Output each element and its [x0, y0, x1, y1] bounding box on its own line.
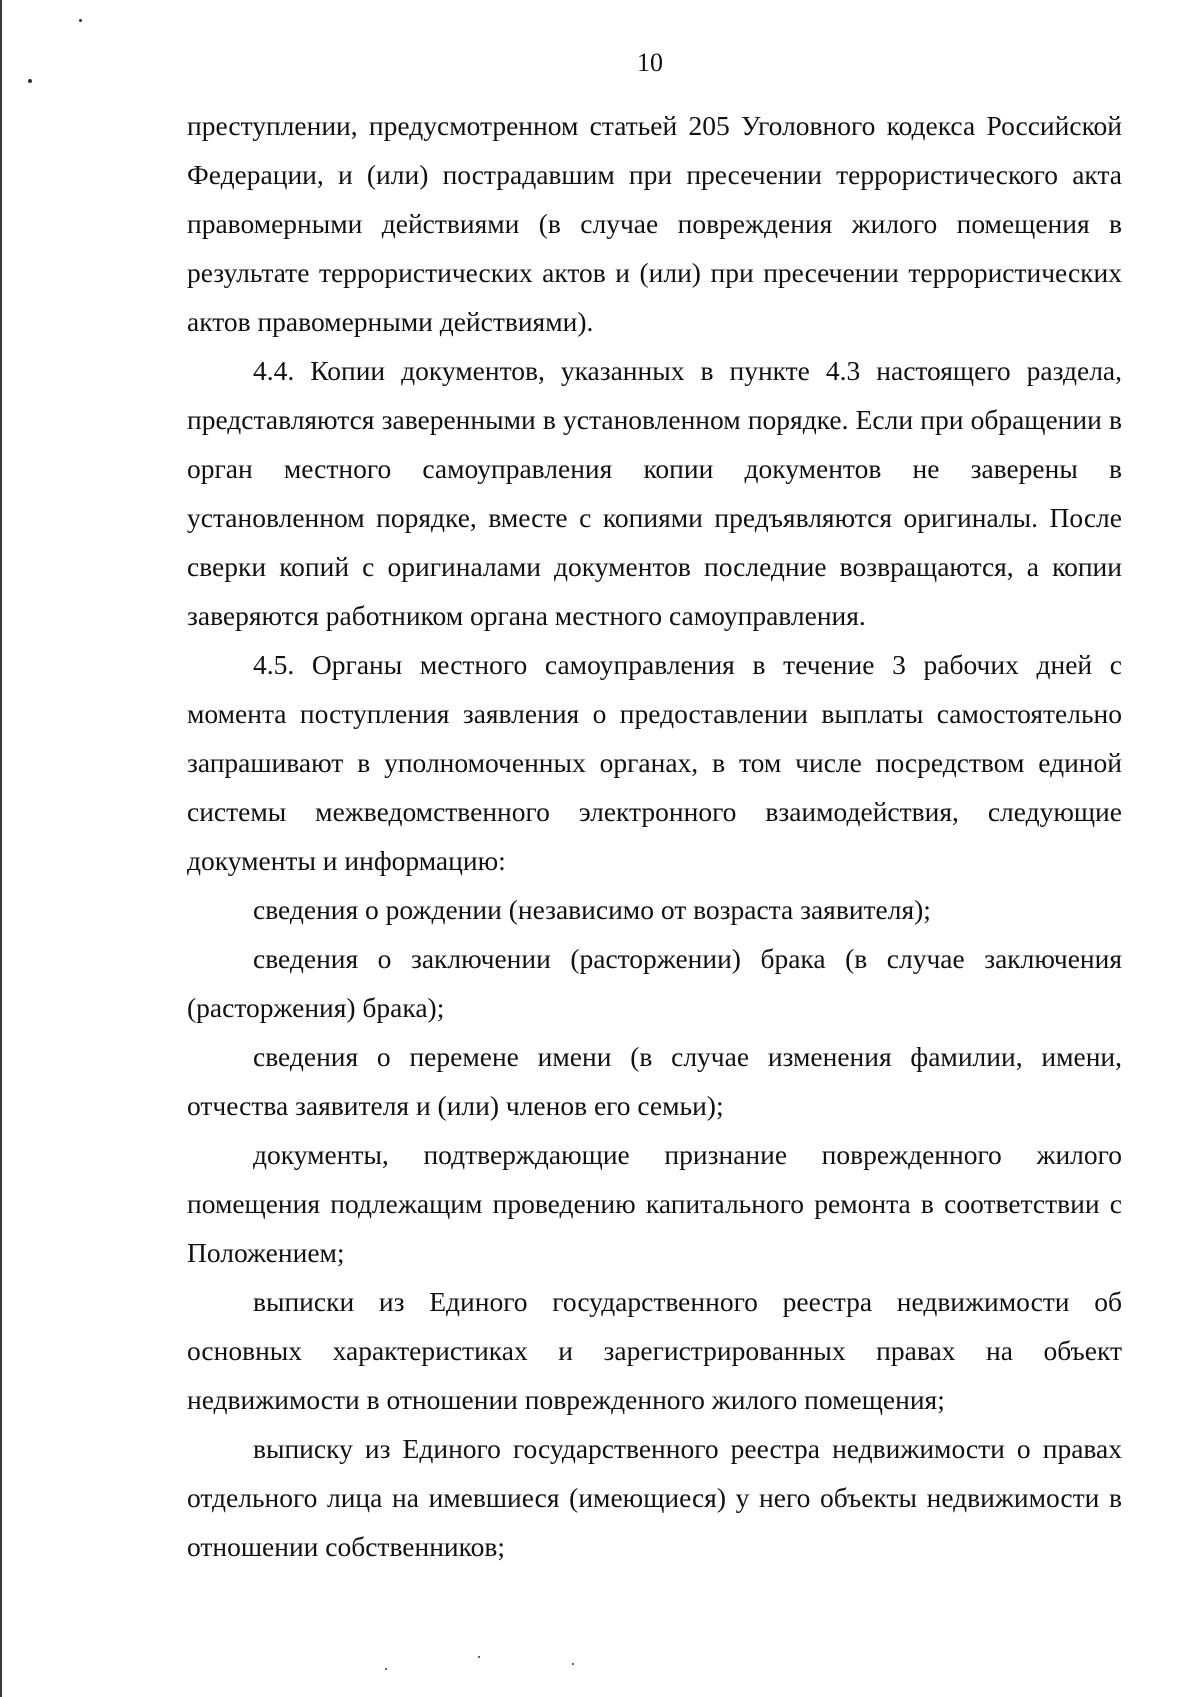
document-body	[187, 101, 1122, 1571]
scan-left-edge	[0, 0, 2, 1697]
scan-speck	[385, 1668, 387, 1670]
page-number: 10	[637, 48, 663, 77]
scan-speck	[478, 1656, 480, 1658]
scan-speck	[28, 79, 32, 83]
list-item: сведения о перемене имени (в случае изменения фамилии, имени, отчества заявителя и (или) членов его семьи);	[187, 1041, 1122, 1121]
list-item: сведения о рождении (независимо от возраста заявителя);	[253, 894, 931, 925]
paragraph: преступлении, предусмотренном статьей 205 Уголовного кодекса Российской Федерации, и (или) пострадавшим при пресечении террористического акта правомерными действиями (в случае повреждения жилого помещения в результате террористических актов и (или) при пресечении террористических актов правомерными действиями).	[187, 110, 1122, 337]
list-item: сведения о заключении (расторжении) брака (в случае заключения (расторжения) брака);	[187, 943, 1122, 1023]
paragraph: 4.4. Копии документов, указанных в пункте 4.3 настоящего раздела, представляются заверенными в установленном порядке. Если при обращении в орган местного самоуправления копии документов не заверены в установленном порядке, вместе с копиями предъявляются оригиналы. После сверки копий с оригиналами документов последние возвращаются, а копии заверяются работником органа местного самоуправления.	[187, 355, 1122, 631]
list-item: выписку из Единого государственного реестра недвижимости о правах отдельного лица на имевшиеся (имеющиеся) у него объекты недвижимости в отношении собственников;	[187, 1433, 1122, 1562]
list-item: выписки из Единого государственного реестра недвижимости об основных характеристиках и зарегистрированных правах на объект недвижимости в отношении поврежденного жилого помещения;	[187, 1286, 1122, 1415]
paragraph: 4.5. Органы местного самоуправления в течение 3 рабочих дней с момента поступления заявления о предоставлении выплаты самостоятельно запрашивают в уполномоченных органах, в том числе посредством единой системы межведомственного электронного взаимодействия, следующие документы и информацию:	[187, 649, 1122, 876]
list-item: документы, подтверждающие признание поврежденного жилого помещения подлежащим проведению капитального ремонта в соответствии с Положением;	[187, 1139, 1122, 1268]
scan-speck	[572, 1663, 574, 1665]
scan-speck	[79, 19, 82, 22]
